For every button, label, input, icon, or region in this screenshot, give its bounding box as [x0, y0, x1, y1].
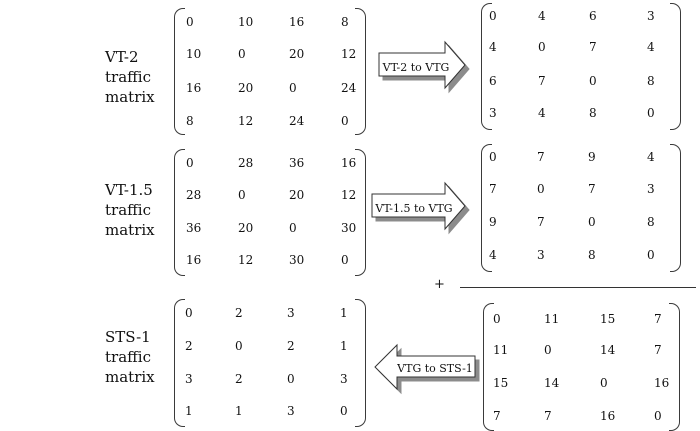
matrix-cell: 0 — [589, 74, 597, 88]
matrix-cell: 3 — [489, 106, 497, 120]
vt2-to-vtg-label: VT-2 to VTG — [382, 61, 450, 74]
matrix-cell: 7 — [588, 182, 596, 196]
matrix-cell: 0 — [185, 306, 193, 320]
matrix-cell: 4 — [489, 248, 497, 262]
matrix-cell: 2 — [185, 339, 193, 353]
matrix-cell: 1 — [185, 404, 193, 418]
matrix-cell: 7 — [537, 150, 545, 164]
matrix-cell: 1 — [235, 404, 243, 418]
matrix-cell: 0 — [493, 312, 501, 326]
matrix-cell: 2 — [235, 372, 243, 386]
matrix-cell: 11 — [493, 343, 509, 357]
matrix-cell: 0 — [647, 106, 655, 120]
matrix-cell: 7 — [537, 215, 545, 229]
matrix-cell: 20 — [289, 188, 305, 202]
matrix-cell: 7 — [489, 182, 497, 196]
matrix-cell: 9 — [588, 150, 596, 164]
matrix-cell: 0 — [588, 215, 596, 229]
matrix-cell: 12 — [238, 114, 254, 128]
matrix-cell: 10 — [186, 47, 202, 61]
matrix-cell: 24 — [289, 114, 305, 128]
matrix-cell: 3 — [537, 248, 545, 262]
matrix-cell: 0 — [489, 9, 497, 23]
vtg-total-matrix — [483, 303, 680, 431]
matrix-cell: 4 — [489, 40, 497, 54]
matrix-cell: 12 — [341, 188, 357, 202]
vt2-vtg-matrix — [481, 3, 681, 130]
matrix-cell: 4 — [538, 106, 546, 120]
vt15-vtg-matrix — [481, 144, 681, 272]
plus-sign: + — [434, 277, 445, 292]
matrix-cell: 30 — [289, 253, 305, 267]
matrix-cell: 12 — [238, 253, 254, 267]
matrix-cell: 36 — [186, 221, 202, 235]
matrix-cell: 0 — [235, 339, 243, 353]
matrix-cell: 28 — [238, 156, 254, 170]
matrix-cell: 7 — [654, 312, 662, 326]
matrix-cell: 3 — [287, 404, 295, 418]
matrix-cell: 0 — [340, 404, 348, 418]
matrix-cell: 0 — [238, 47, 246, 61]
matrix-cell: 8 — [589, 106, 597, 120]
matrix-cell: 16 — [289, 15, 305, 29]
matrix-cell: 2 — [287, 339, 295, 353]
matrix-cell: 14 — [544, 376, 560, 390]
matrix-cell: 8 — [341, 15, 349, 29]
matrix-cell: 3 — [647, 182, 655, 196]
matrix-cell: 20 — [289, 47, 305, 61]
matrix-cell: 3 — [647, 9, 655, 23]
sts1-traffic-matrix — [174, 299, 366, 427]
matrix-cell: 1 — [340, 339, 348, 353]
sum-line — [460, 287, 696, 288]
matrix-cell: 11 — [544, 312, 560, 326]
matrix-cell: 7 — [544, 409, 552, 423]
matrix-cell: 0 — [341, 253, 349, 267]
matrix-cell: 0 — [238, 188, 246, 202]
matrix-cell: 0 — [600, 376, 608, 390]
matrix-cell: 0 — [287, 372, 295, 386]
matrix-cell: 14 — [600, 343, 616, 357]
matrix-cell: 16 — [186, 81, 202, 95]
matrix-cell: 16 — [341, 156, 357, 170]
vtg-to-sts1-arrow — [375, 345, 479, 393]
vt2-traffic-matrix — [174, 8, 366, 135]
vt15-traffic-matrix — [174, 149, 366, 276]
matrix-cell: 8 — [647, 74, 655, 88]
matrix-cell: 8 — [647, 215, 655, 229]
matrix-cell: 6 — [489, 74, 497, 88]
matrix-cell: 0 — [186, 15, 194, 29]
matrix-cell: 8 — [186, 114, 194, 128]
matrix-cell: 0 — [544, 343, 552, 357]
matrix-cell: 0 — [489, 150, 497, 164]
matrix-cell: 7 — [493, 409, 501, 423]
sts1-label: STS-1 traffic matrix — [105, 328, 155, 386]
matrix-cell: 7 — [589, 40, 597, 54]
vt15-label: VT-1.5 traffic matrix — [105, 181, 155, 239]
matrix-cell: 20 — [238, 221, 254, 235]
matrix-cell: 8 — [588, 248, 596, 262]
vt2-label: VT-2 traffic matrix — [105, 48, 155, 106]
matrix-cell: 7 — [654, 343, 662, 357]
matrix-cell: 0 — [341, 114, 349, 128]
matrix-cell: 10 — [238, 15, 254, 29]
matrix-cell: 36 — [289, 156, 305, 170]
matrix-cell: 3 — [185, 372, 193, 386]
vt15-to-vtg-arrow — [372, 183, 469, 233]
matrix-cell: 4 — [647, 150, 655, 164]
vtg-to-sts1-label: VTG to STS-1 — [397, 362, 473, 375]
vt2-to-vtg-arrow — [379, 42, 469, 92]
vt15-to-vtg-label: VT-1.5 to VTG — [375, 202, 453, 215]
matrix-cell: 0 — [289, 81, 297, 95]
matrix-cell: 12 — [341, 47, 357, 61]
matrix-cell: 28 — [186, 188, 202, 202]
matrix-cell: 24 — [341, 81, 357, 95]
matrix-cell: 16 — [654, 376, 670, 390]
matrix-cell: 7 — [538, 74, 546, 88]
matrix-cell: 4 — [647, 40, 655, 54]
matrix-cell: 15 — [493, 376, 509, 390]
matrix-cell: 16 — [186, 253, 202, 267]
matrix-cell: 9 — [489, 215, 497, 229]
matrix-cell: 4 — [538, 9, 546, 23]
matrix-cell: 0 — [647, 248, 655, 262]
matrix-cell: 0 — [654, 409, 662, 423]
matrix-cell: 15 — [600, 312, 616, 326]
matrix-cell: 1 — [340, 306, 348, 320]
matrix-cell: 0 — [538, 40, 546, 54]
matrix-cell: 6 — [589, 9, 597, 23]
matrix-cell: 3 — [287, 306, 295, 320]
matrix-cell: 0 — [186, 156, 194, 170]
matrix-cell: 0 — [537, 182, 545, 196]
matrix-cell: 2 — [235, 306, 243, 320]
matrix-cell: 3 — [340, 372, 348, 386]
matrix-cell: 30 — [341, 221, 357, 235]
matrix-cell: 20 — [238, 81, 254, 95]
matrix-cell: 16 — [600, 409, 616, 423]
matrix-cell: 0 — [289, 221, 297, 235]
